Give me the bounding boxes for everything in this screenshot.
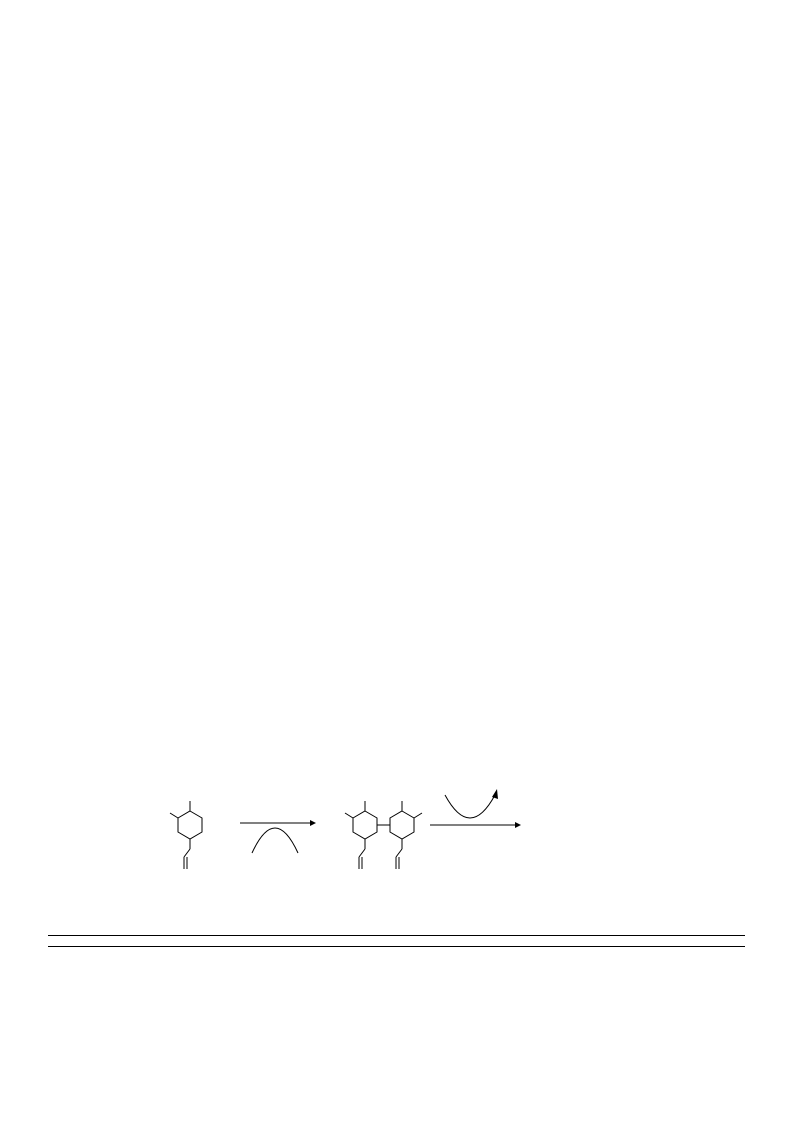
table-3 — [48, 935, 745, 947]
arrowhead-2 — [515, 822, 521, 828]
radical-arc — [445, 795, 495, 818]
arrowhead-3 — [492, 789, 498, 799]
right-column — [396, 97, 744, 137]
dieugenol-structure — [345, 801, 422, 869]
eugenol-structure — [170, 801, 202, 869]
figure-3-scheme — [120, 783, 680, 873]
arrowhead — [310, 820, 316, 826]
table-rule-top — [48, 935, 745, 936]
reaction-arc — [252, 828, 298, 853]
table-rule-bottom — [48, 946, 745, 947]
acknowledgment — [396, 109, 744, 123]
figure-2-chart — [48, 518, 388, 698]
